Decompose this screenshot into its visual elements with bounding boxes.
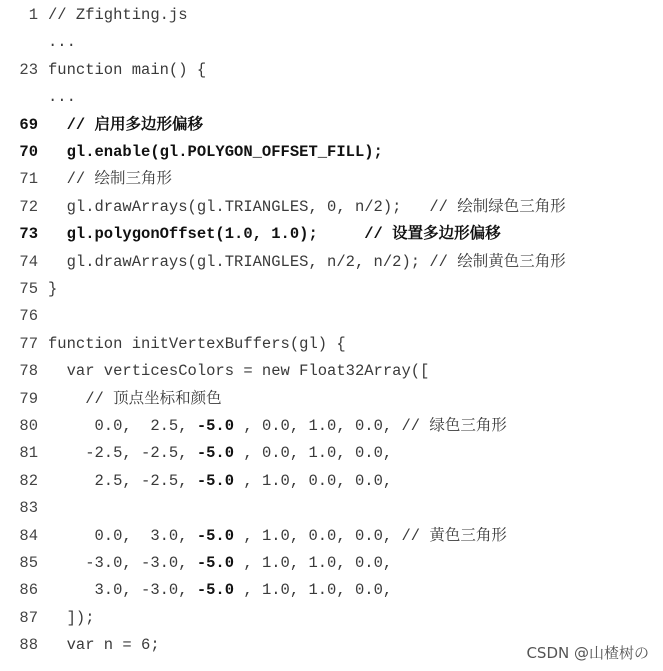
code-text: gl.drawArrays(gl.TRIANGLES, n/2, n/2); // 绘制黄色三角形 (48, 252, 566, 271)
code-line (0, 605, 663, 632)
code-line (0, 249, 663, 276)
code-line (0, 57, 663, 84)
line-number: 76 (19, 307, 38, 326)
code-text: // 顶点坐标和颜色 (48, 389, 222, 408)
code-line (0, 413, 663, 440)
code-line (0, 468, 663, 495)
code-line (0, 440, 663, 467)
code-line (0, 358, 663, 385)
line-number: 87 (19, 608, 38, 627)
code-line (0, 221, 663, 248)
watermark: CSDN @山楂树の (526, 644, 649, 662)
line-number: 80 (19, 417, 38, 435)
line-number: 77 (19, 334, 38, 353)
code-line (0, 84, 663, 111)
line-number: 81 (19, 444, 38, 463)
code-text: ]); (48, 608, 95, 627)
code-text: // 启用多边形偏移 (48, 115, 204, 134)
line-number: 85 (19, 554, 38, 572)
line-number: 78 (19, 362, 38, 381)
code-text: ... (48, 88, 76, 107)
line-number: 86 (19, 581, 38, 600)
code-line (0, 166, 663, 193)
code-text: -2.5, -2.5, -5.0 , 0.0, 1.0, 0.0, (48, 444, 393, 463)
code-line (0, 112, 663, 139)
line-number: 88 (19, 636, 38, 655)
code-text: // 绘制三角形 (48, 170, 173, 189)
code-text: -3.0, -3.0, -5.0 , 1.0, 1.0, 0.0, (48, 554, 393, 572)
line-number: 69 (19, 115, 38, 134)
code-text: 0.0, 2.5, -5.0 , 0.0, 1.0, 0.0, // 绿色三角形 (48, 417, 507, 435)
code-line (0, 331, 663, 358)
bold-z-value: -5.0 (196, 554, 235, 572)
code-line (0, 194, 663, 221)
code-text: gl.enable(gl.POLYGON_OFFSET_FILL); (48, 143, 383, 161)
code-text: 0.0, 3.0, -5.0 , 1.0, 0.0, 0.0, // 黄色三角形 (48, 526, 507, 545)
code-text: 2.5, -2.5, -5.0 , 1.0, 0.0, 0.0, (48, 471, 393, 490)
line-number: 74 (19, 252, 38, 271)
code-line (0, 577, 663, 604)
line-number: 70 (19, 143, 38, 161)
code-text: function initVertexBuffers(gl) { (48, 334, 346, 353)
code-text: // Zfighting.js (48, 6, 188, 24)
code-line (0, 303, 663, 330)
line-number: 75 (19, 280, 38, 298)
code-line (0, 29, 663, 56)
bold-z-value: -5.0 (196, 471, 235, 490)
code-text: var verticesColors = new Float32Array([ (48, 362, 430, 381)
line-number: 84 (19, 526, 38, 545)
bold-z-value: -5.0 (196, 417, 235, 435)
line-number: 79 (19, 389, 38, 408)
code-text: gl.polygonOffset(1.0, 1.0); // 设置多边形偏移 (48, 225, 501, 244)
bold-z-value: -5.0 (196, 581, 235, 600)
code-line (0, 2, 663, 29)
code-text: var n = 6; (48, 636, 160, 655)
bold-z-value: -5.0 (196, 526, 235, 545)
code-line (0, 550, 663, 577)
code-text: ... (48, 33, 76, 52)
code-text: function main() { (48, 60, 207, 79)
code-text: gl.drawArrays(gl.TRIANGLES, 0, n/2); // 绘制绿色三角形 (48, 197, 566, 216)
line-number: 82 (19, 471, 38, 490)
bold-z-value: -5.0 (196, 444, 235, 463)
code-line (0, 386, 663, 413)
line-number: 1 (28, 6, 38, 24)
code-line (0, 523, 663, 550)
line-number: 83 (19, 499, 38, 518)
line-number: 72 (19, 197, 38, 216)
code-line (0, 139, 663, 166)
line-number: 23 (19, 60, 38, 79)
code-line (0, 276, 663, 303)
code-text: 3.0, -3.0, -5.0 , 1.0, 1.0, 0.0, (48, 581, 393, 600)
code-text: } (48, 280, 58, 298)
line-number: 71 (19, 170, 38, 189)
line-number: 73 (19, 225, 38, 244)
code-line (0, 495, 663, 522)
